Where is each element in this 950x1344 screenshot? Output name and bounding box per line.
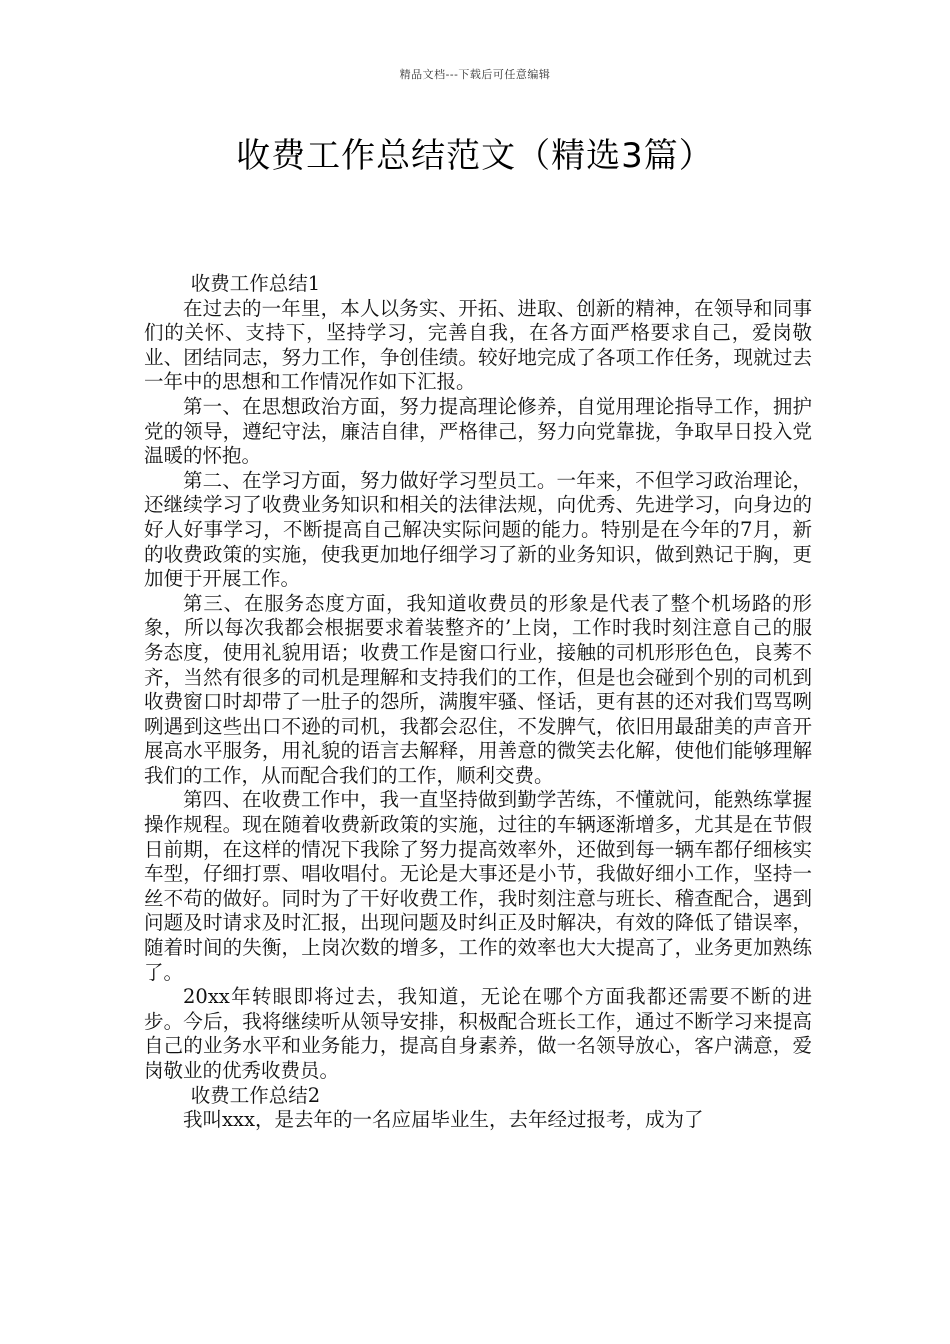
paragraph-third: 第三、在服务态度方面，我知道收费员的形象是代表了整个机场路的形象，所以每次我都会根据要求着装整齐的’上岗，工作时我时刻注意自己的服务态度，使用礼貌用语；收费工作是窗口行业，接触的司机形形色色，良莠不齐，当然有很多的司机是理解和支持我们的工作，但是也会碰到个别的司机到收费窗口时却带了一肚子的怨所，满腹牢骚、怪话，更有甚的还对我们骂骂咧咧遇到这些出口不逊的司机，我都会忍住，不发脾气，依旧用最甜美的声音开展高水平服务，用礼貌的语言去解释，用善意的微笑去化解，使他们能够理解我们的工作，从而配合我们的工作，顺利交费。: [144, 591, 812, 787]
section-heading-2: 收费工作总结2: [190, 1083, 321, 1107]
paragraph-summary2-start: 我叫xxx，是去年的一名应届毕业生，去年经过报考，成为了: [183, 1108, 704, 1132]
paragraph-conclusion: 20xx年转眼即将过去，我知道，无论在哪个方面我都还需要不断的进步。今后，我将继续听从领导安排，积极配合班长工作，通过不断学习来提高自己的业务水平和业务能力，提高自身素养，做一名领导放心，客户满意，爱岗敬业的优秀收费员。: [144, 985, 812, 1082]
paragraph-first: 第一、在思想政治方面，努力提高理论修养，自觉用理论指导工作，拥护党的领导，遵纪守法，廉洁自律，严格律己，努力向党靠拢，争取早日投入党温暖的怀抱。: [144, 394, 812, 468]
document-body: [144, 272, 812, 1133]
paragraph-fourth: 第四、在收费工作中，我一直坚持做到勤学苦练，不懂就问，能熟练掌握操作规程。现在随着收费新政策的实施，过往的车辆逐渐增多，尤其是在节假日前期，在这样的情况下我除了努力提高效率外，还做到每一辆车都仔细核实车型，仔细打票、唱收唱付。无论是大事还是小节，我做好细小工作，坚持一丝不苟的做好。同时为了干好收费工作，我时刻注意与班长、稽查配合，遇到问题及时请求及时汇报，出现问题及时纠正及时解决，有效的降低了错误率，随着时间的失衡，上岗次数的增多，工作的效率也大大提高了，业务更加熟练了。: [144, 788, 812, 984]
document-title: 收费工作总结范文（精选3篇）: [236, 136, 714, 176]
paragraph-intro: 在过去的一年里，本人以务实、开拓、进取、创新的精神，在领导和同事们的关怀、支持下，坚持学习，完善自我，在各方面严格要求自己，爱岗敬业、团结同志，努力工作，争创佳绩。较好地完成了各项工作任务，现就过去一年中的思想和工作情况作如下汇报。: [144, 296, 812, 394]
section-heading-1: 收费工作总结1: [190, 272, 321, 295]
paragraph-second: 第二、在学习方面，努力做好学习型员工。一年来，不但学习政治理论，还继续学习了收费业务知识和相关的法律法规，向优秀、先进学习，向身边的好人好事学习，不断提高自己解决实际问题的能力。特别是在今年的7月，新的收费政策的实施，使我更加地仔细学习了新的业务知识，做到熟记于胸，更加便于开展工作。: [144, 468, 812, 591]
header-note: 精品文档---下载后可任意编辑: [399, 68, 551, 81]
